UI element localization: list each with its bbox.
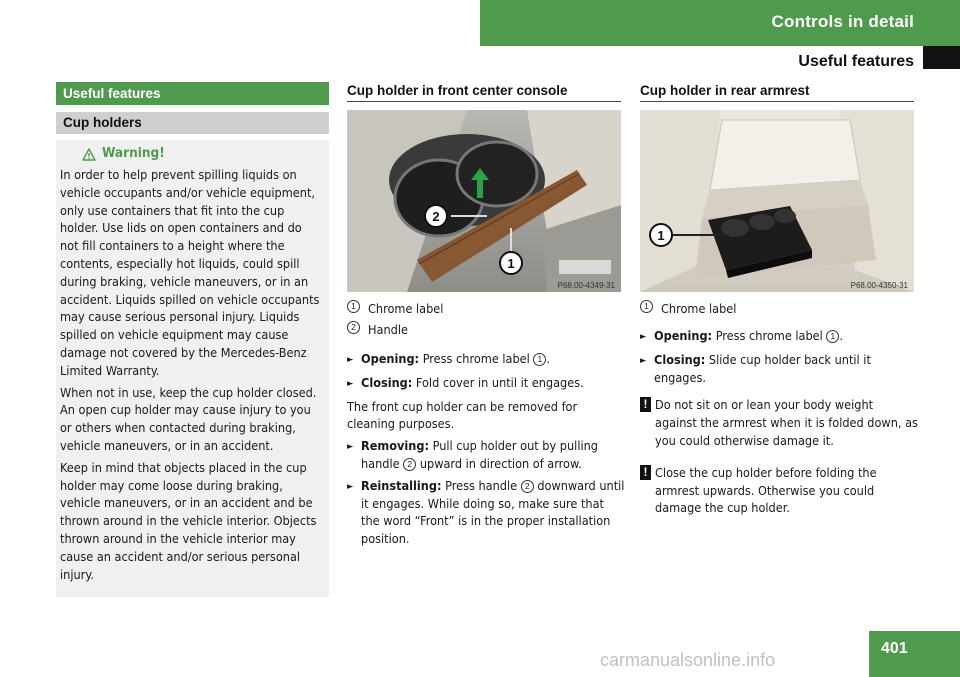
front-callout-1: 1 xyxy=(507,256,515,271)
header-tab-marker xyxy=(923,46,960,69)
removable-note: The front cup holder can be removed for cleaning purposes. xyxy=(347,398,578,432)
step-text-end: . xyxy=(546,351,550,366)
step-label: Removing: xyxy=(361,438,429,454)
step-text: Fold cover in until it engages. xyxy=(412,374,584,390)
header-subsection-title: Useful features xyxy=(798,53,914,70)
step-arrow-icon: ► xyxy=(347,442,354,453)
rear-instructions xyxy=(640,327,918,523)
legend-item xyxy=(640,300,916,318)
step-label: Closing: xyxy=(654,351,706,367)
step-text: Press handle xyxy=(441,477,521,493)
warning-paragraph-2: When not in use, keep the cup holder closed. An open cup holder may cause injury to you or others when contacted during braking, vehicle maneuvers, or in an accident. xyxy=(60,384,317,453)
step-arrow-icon: ► xyxy=(640,332,647,342)
step-ref-number: 2 xyxy=(403,458,416,471)
note-armrest-weight xyxy=(640,396,918,449)
step-text: Slide cup holder back until it engages. xyxy=(654,351,871,385)
note-text: Close the cup holder before folding the armrest upwards. Otherwise you could damage the cup holder. xyxy=(655,464,877,516)
warning-title-text: Warning! xyxy=(102,145,165,162)
warning-box xyxy=(56,140,329,597)
step-opening xyxy=(640,327,918,347)
warning-paragraph-1: In order to help prevent spilling liquids on vehicle occupants and/or vehicle equipment, only use containers that fit into the cup holder. Use lids on open containers and do not fill containers to a height where the contents, especially hot liquids, could spill during braking, vehicle maneuvers, or in an accident. Liquids spilled on vehicle occupants may cause serious personal injury. Liquids spilled on vehicle equipment may cause damage not covered by the Mercedes-Benz Limited Warranty. xyxy=(60,167,320,378)
rear-callout-1: 1 xyxy=(657,228,665,243)
step-ref-number: 2 xyxy=(521,480,534,493)
step-text-end: . xyxy=(839,328,843,343)
subsection-bar: Cup holders xyxy=(56,112,329,134)
step-text: Press chrome label xyxy=(419,351,534,366)
warning-title xyxy=(82,144,323,164)
step-label: Reinstalling: xyxy=(361,477,442,493)
step-closing xyxy=(347,374,625,394)
step-text-end: downward until it engages. While doing so, make sure that the word “Front” is in the proper installation position. xyxy=(361,477,625,547)
warning-paragraph-3: Keep in mind that objects placed in the cup holder may come loose during braking, vehicle maneuvers, or in an accident and be thrown around in the vehicle interior. Objects thrown around in the vehicle interior may cause an accident and/or serious personal injury. xyxy=(60,459,317,582)
legend-item xyxy=(347,300,623,318)
front-cup-holder-heading: Cup holder in front center console xyxy=(347,83,621,102)
step-arrow-icon: ► xyxy=(347,355,354,365)
rear-cup-holder-photo xyxy=(640,110,914,292)
legend-text: Handle xyxy=(368,321,408,337)
watermark: carmanualsonline.info xyxy=(600,650,776,670)
step-reinstalling xyxy=(347,477,625,548)
note-close-before-folding xyxy=(640,464,918,517)
step-arrow-icon: ► xyxy=(347,378,354,389)
step-ref-number: 1 xyxy=(533,353,546,366)
note-icon: ! xyxy=(640,465,651,480)
warning-triangle-icon xyxy=(82,148,96,161)
legend-number: 1 xyxy=(640,300,653,313)
step-text: Pull cup holder out by pulling handle xyxy=(361,438,598,471)
front-legend xyxy=(347,300,623,342)
step-ref-number: 1 xyxy=(826,330,839,343)
step-label: Opening: xyxy=(654,328,713,343)
legend-number: 2 xyxy=(347,321,360,334)
section-bar: Useful features xyxy=(56,82,329,105)
page-number: 401 xyxy=(881,640,908,657)
legend-item xyxy=(347,321,623,339)
legend-text: Chrome label xyxy=(368,301,444,316)
step-arrow-icon: ► xyxy=(347,481,354,492)
front-photo-code: P68.00-4349-31 xyxy=(557,281,615,290)
note-icon: ! xyxy=(640,397,651,412)
legend-number: 1 xyxy=(347,300,360,313)
front-callout-2: 2 xyxy=(432,209,440,224)
step-arrow-icon: ► xyxy=(640,355,647,366)
page-number-box xyxy=(869,631,960,677)
step-text: Press chrome label xyxy=(712,328,827,343)
front-cup-holder-photo xyxy=(347,110,621,292)
header-section-bar xyxy=(480,0,960,46)
step-label: Closing: xyxy=(361,374,413,390)
rear-photo-code: P68.00-4350-31 xyxy=(850,281,908,290)
front-instructions xyxy=(347,350,625,552)
header-section-title: Controls in detail xyxy=(771,12,914,31)
step-opening xyxy=(347,350,625,370)
rear-cup-holder-heading: Cup holder in rear armrest xyxy=(640,83,914,102)
step-removing xyxy=(347,437,625,473)
note-text: Do not sit on or lean your body weight against the armrest when it is folded down, as you could otherwise damage it. xyxy=(655,397,918,448)
legend-text: Chrome label xyxy=(661,301,737,316)
step-label: Opening: xyxy=(361,351,420,366)
rear-legend xyxy=(640,300,916,321)
step-text-end: upward in direction of arrow. xyxy=(416,455,582,471)
step-closing xyxy=(640,351,918,387)
